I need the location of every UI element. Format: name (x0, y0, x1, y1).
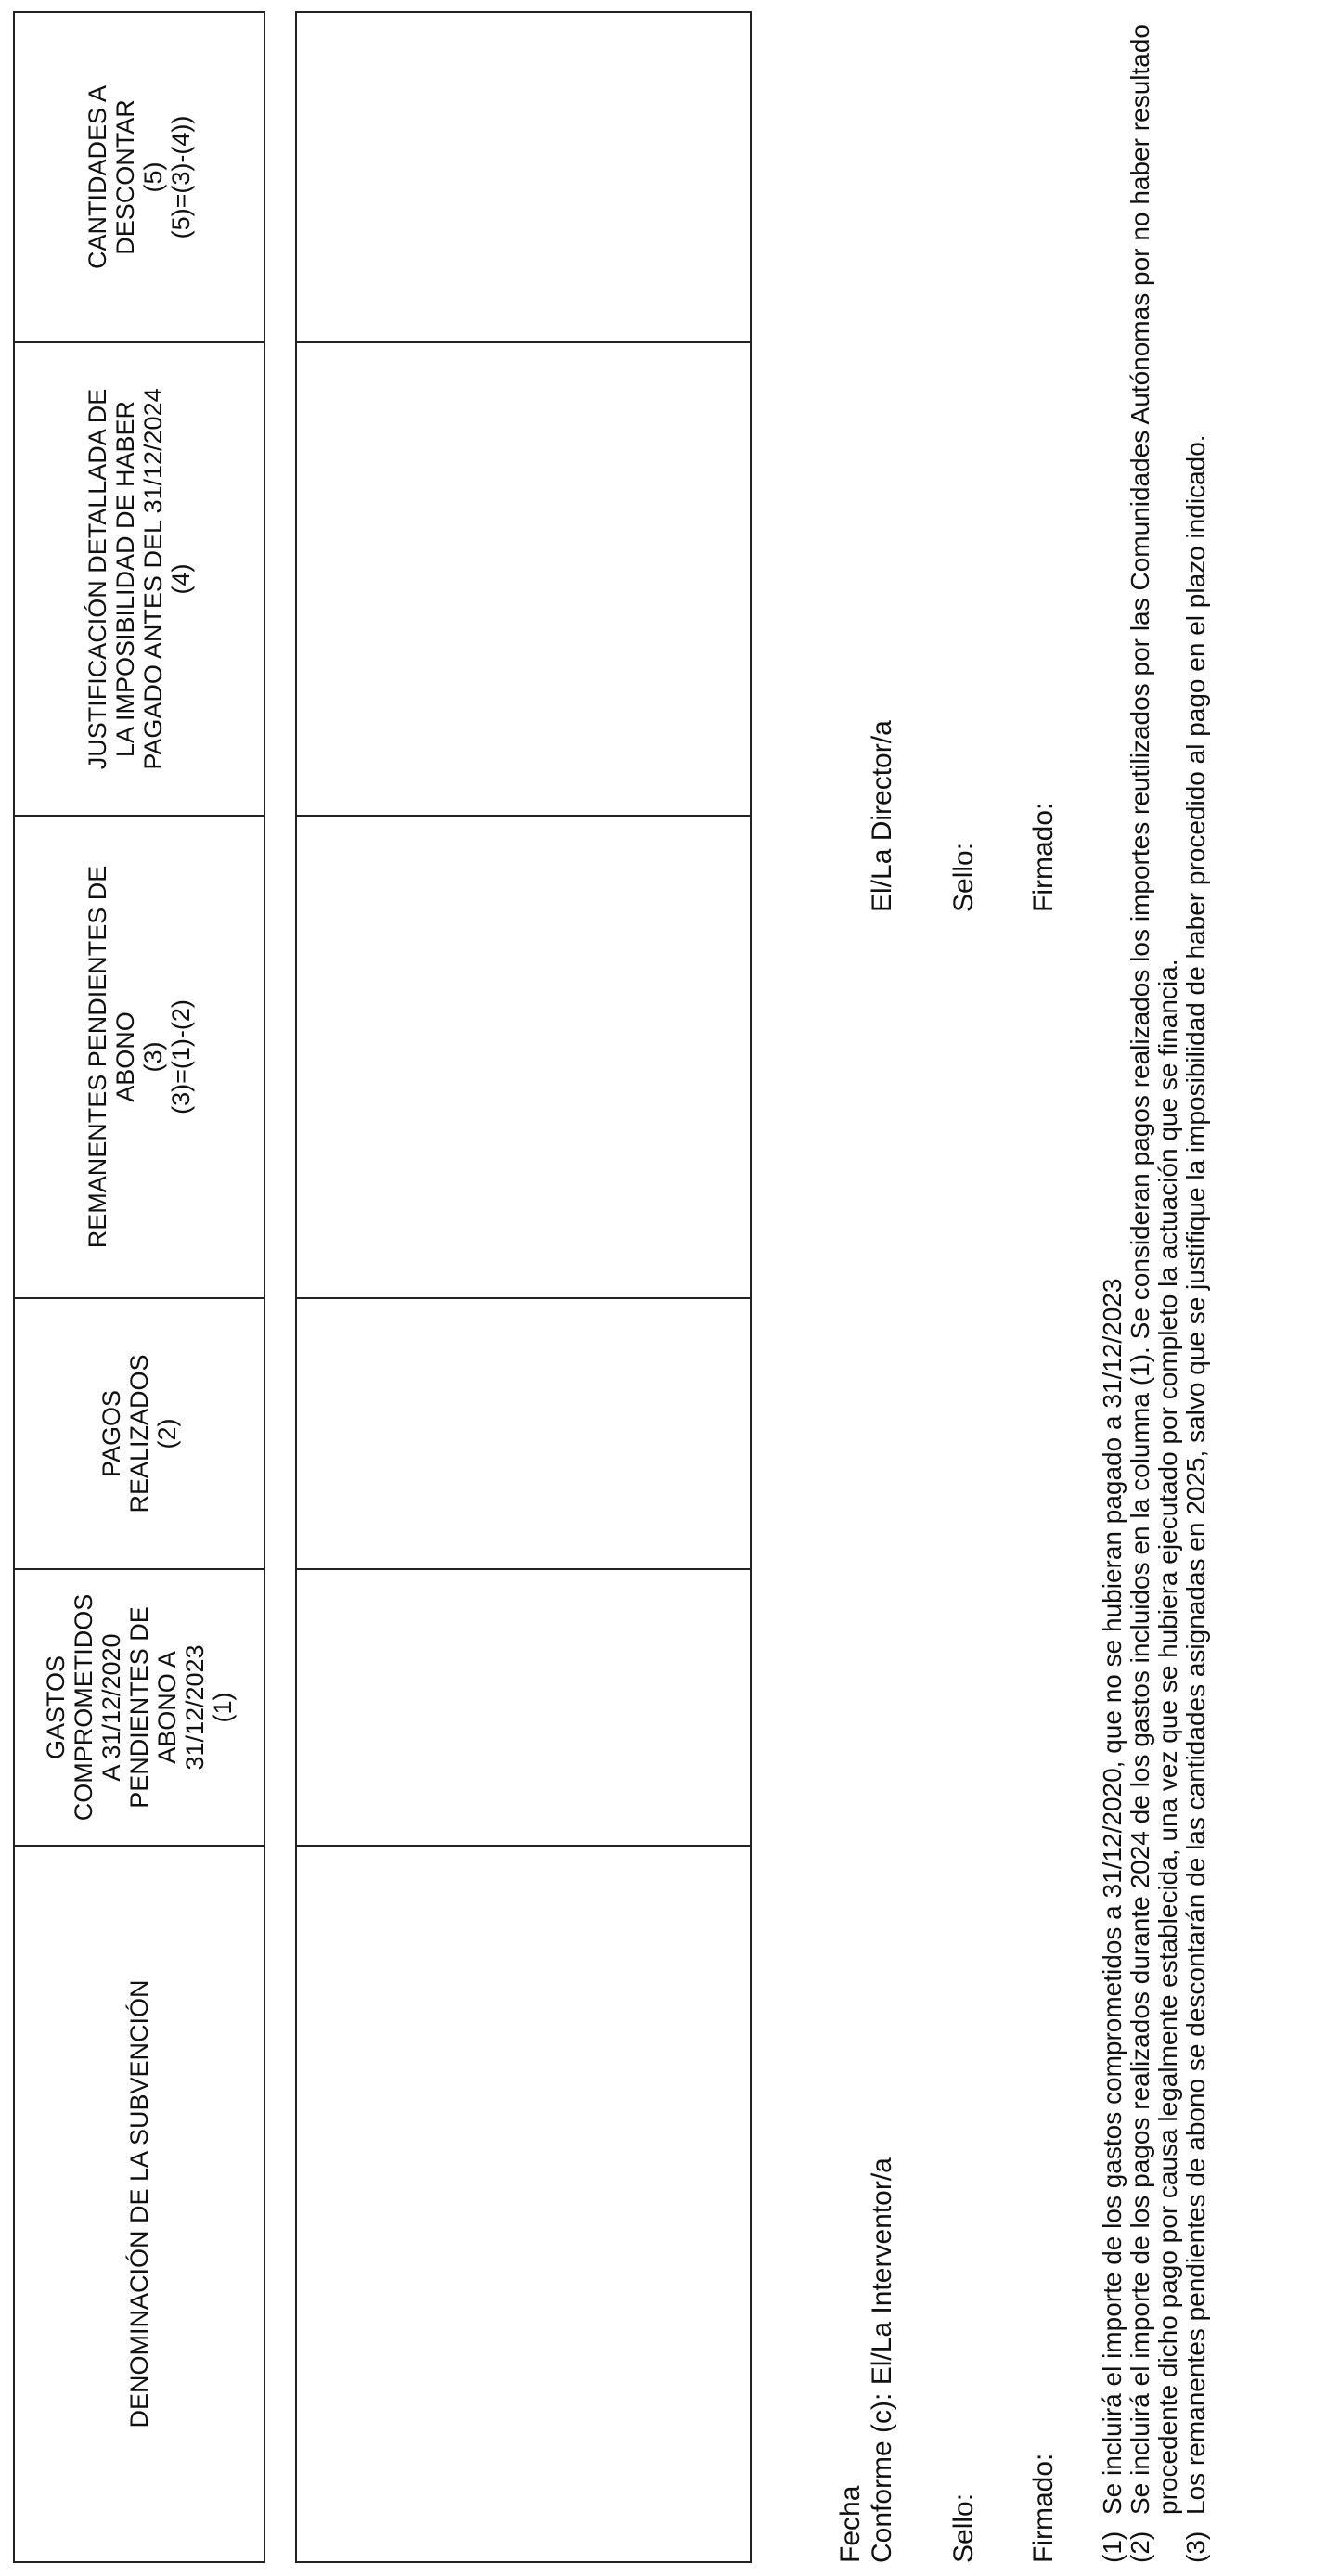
table-header-row (13, 11, 265, 2563)
firmado-right-label: Firmado: (1028, 802, 1059, 912)
conforme-interventor-label: Conforme (c): El/La Interventor/a (867, 2157, 897, 2563)
footnote-text: Los remanentes pendientes de abono se descontarán de las cantidades asignadas en 2025, salvo que se justifique la imposibilidad de haber procedido al pago en el plazo indicado. (1181, 434, 1210, 2515)
sello-right-label: Sello: (948, 842, 979, 912)
header-remanentes: REMANENTES PENDIENTES DE ABONO (3) (3)=(1)-(2) (84, 865, 195, 1249)
column-divider (297, 815, 750, 817)
director-label: El/La Director/a (867, 720, 897, 912)
footnote-text: Se incluirá el importe de los gastos comprometidos a 31/12/2020, que no se hubieran pagado a 31/12/2023 (1098, 1278, 1127, 2515)
column-divider (15, 341, 264, 343)
header-denominacion: DENOMINACIÓN DE LA SUBVENCIÓN (125, 1979, 153, 2428)
column-divider (15, 1845, 264, 1847)
footnote-text: Se incluirá el importe de los pagos realizados durante 2024 de los gastos incluidos en la columna (1). Se consideran pagos realizados los importes reutilizados por las Comunidades Autónomas por no haber resultado procedente dicho pago por causa legalmente establecida, una vez que se hubiera ejecutado por completo la actuación que se financia. (1126, 24, 1182, 2515)
column-divider (15, 1568, 264, 1570)
fecha-label: Fecha (835, 2485, 866, 2563)
column-divider (15, 815, 264, 817)
sello-left-label: Sello: (948, 2492, 979, 2563)
footnote-number: (2) (1126, 2531, 1154, 2563)
table-body-row (295, 11, 752, 2563)
column-divider (297, 341, 750, 343)
column-divider (297, 1845, 750, 1847)
footnote-1 (1099, 24, 1127, 2563)
footnote-number: (1) (1098, 2531, 1127, 2563)
footnote-3 (1182, 24, 1210, 2563)
header-pagos-realizados: PAGOS REALIZADOS (2) (97, 1354, 181, 1513)
column-divider (297, 1568, 750, 1570)
header-gastos-comprometidos: GASTOS COMPROMETIDOS A 31/12/2020 PENDIENTES DE ABONO A 31/12/2023 (1) (42, 1593, 237, 1822)
footnote-number: (3) (1181, 2531, 1210, 2563)
column-divider (15, 1297, 264, 1299)
column-divider (297, 1297, 750, 1299)
header-justificacion: JUSTIFICACIÓN DETALLADA DE LA IMPOSIBILIDAD DE HABER PAGADO ANTES DEL 31/12/2024 (4) (84, 388, 195, 770)
header-cantidades: CANTIDADES A DESCONTAR (5) (5)=(3)-(4)) (84, 84, 195, 270)
firmado-left-label: Firmado: (1028, 2453, 1059, 2563)
footnote-2 (1127, 24, 1182, 2563)
footnotes (1099, 24, 1210, 2563)
